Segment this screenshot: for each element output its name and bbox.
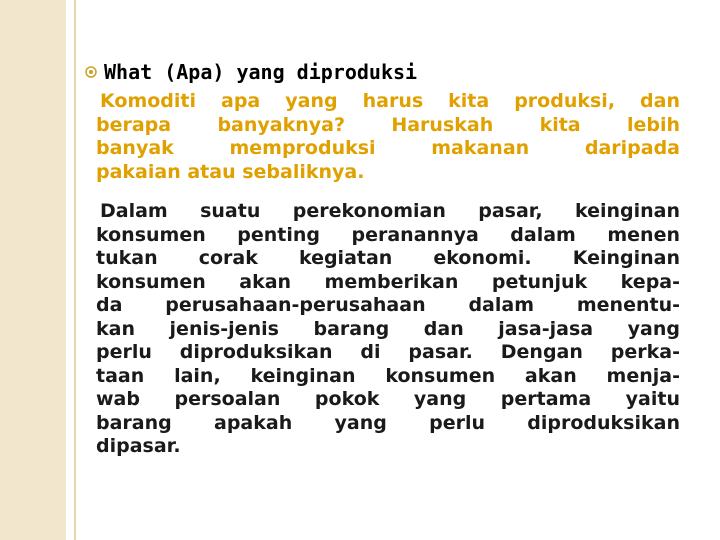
answer-line: barang apakah yang perlu diproduksikan (96, 411, 680, 434)
answer-line: dipasar. (96, 435, 181, 457)
question-line: pakaian atau sebaliknya. (96, 160, 365, 183)
answer-line: konsumen penting peranannya dalam menen (96, 223, 680, 246)
answer-line: tukan corak kegiatan ekonomi. Keinginan (96, 247, 680, 269)
question-line: banyak memproduksi makanan daripada (96, 137, 680, 159)
question-paragraph (96, 90, 680, 184)
answer-line: konsumen akan memberikan petunjuk kepa- (96, 270, 680, 293)
answer-line: kan jenis-jenis barang dan jasa-jasa yang (96, 317, 680, 340)
left-decorative-line (74, 0, 76, 540)
answer-paragraph (96, 200, 680, 459)
answer-line: taan lain, keinginan konsumen akan menja- (96, 364, 680, 387)
section-heading: What (Apa) yang diproduksi (104, 60, 418, 84)
answer-line: Dalam suatu perekonomian pasar, keinginan (100, 200, 680, 222)
answer-line: wab persoalan pokok yang pertama yaitu (96, 388, 680, 410)
heading-row (84, 58, 417, 86)
question-line: Komoditi apa yang harus kita produksi, dan (100, 90, 680, 112)
answer-line: perlu diproduksikan di pasar. Dengan perka- (96, 341, 680, 363)
left-decorative-band (0, 0, 66, 540)
bullet-icon (84, 65, 98, 79)
question-line: berapa banyaknya? Haruskah kita lebih (96, 113, 680, 136)
answer-line: da perusahaan-perusahaan dalam menentu- (96, 294, 680, 316)
